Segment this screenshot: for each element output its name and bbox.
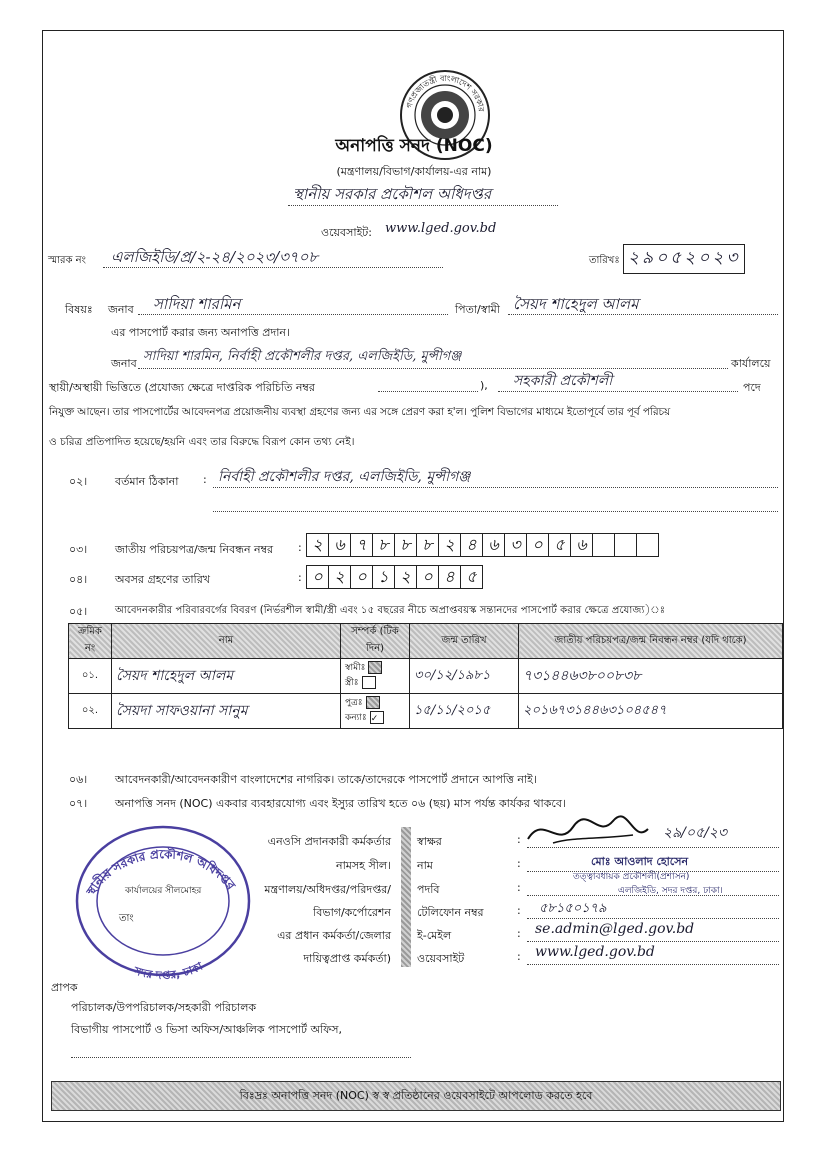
recipient-label: প্রাপক bbox=[51, 981, 78, 994]
signatory-label-line: এর প্রধান কর্মকর্তা/জেলার bbox=[277, 929, 391, 942]
current-address: নির্বাহী প্রকৌশলীর দপ্তর, এলজিইডি, মুন্সীগঞ্জ bbox=[218, 469, 471, 485]
retirement-date-boxes bbox=[307, 565, 483, 589]
signatory-website: www.lged.gov.bd bbox=[535, 944, 655, 960]
retirement-digit-box: ০ bbox=[350, 565, 373, 589]
retirement-digit-box: ২ bbox=[328, 565, 351, 589]
nid-digit-box: ০ bbox=[526, 533, 549, 557]
field-signature-label: স্বাক্ষর bbox=[417, 835, 442, 848]
father-husband-name: সৈয়দ শাহেদুল আলম bbox=[513, 295, 639, 313]
retirement-digit-box: ০ bbox=[306, 565, 329, 589]
item-02-number: ০২। bbox=[69, 475, 88, 488]
family-member-name: সৈয়দ শাহেদুল আলম bbox=[112, 659, 341, 694]
field-designation-label: পদবি bbox=[417, 883, 440, 896]
decl-07-number: ০৭। bbox=[69, 797, 88, 810]
seal-text: গণপ্রজাতন্ত্রী বাংলাদেশ সরকার bbox=[404, 73, 486, 113]
nid-digit-box: ৩ bbox=[504, 533, 527, 557]
field-email-label: ই-মেইল bbox=[417, 929, 452, 942]
nid-digit-box: ৭ bbox=[350, 533, 373, 557]
office-name: স্থানীয় সরকার প্রকৌশল অধিদপ্তর bbox=[293, 185, 492, 203]
document-title: অনাপত্তি সনদ (NOC) bbox=[335, 136, 493, 156]
item-04-label: অবসর গ্রহণের তারিখ bbox=[115, 573, 210, 586]
signature-icon bbox=[523, 809, 653, 853]
retirement-digit-box: ৫ bbox=[460, 565, 483, 589]
noc-document: গণপ্রজাতন্ত্রী বাংলাদেশ সরকার অনাপত্তি সনদ (NOC) (মন্ত্রণালয়/বিভাগ/কার্যালয়-এর নাম) স্থানীয় সরকার প্রকৌশল অধিদপ্তর ওয়েবসাইট: www.lged.gov.bd স্মারক নং এলজিইডি/প্র/২-২৪/২০২৩/৩৭০৮ তারিখঃ ২৯০৫২০২৩ বিষয়ঃ জনাব সাদিয়া শারমিন পিতা/স্বামী সৈয়দ শাহেদুল আলম এর পাসপোর্ট করার জন্য অনাপত্তি প্রদান। জনাব সাদিয়া শারমিন, নির্বাহী প্রকৌশলীর দপ্তর, এলজিইডি, মুন্সীগঞ্জ কার্যালয়ে স্থায়ী/অস্থায়ী ভিত্তিতে (প্রযোজ্য ক্ষেত্রে দাপ্তরিক পরিচিতি নম্বর ), সহকারী প্রকৌশলী পদে নিযুক্ত আছেন। তার পাসপোর্টের আবেদনপত্র প্রয়োজনীয় ব্যবস্থা গ্রহণের জন্য এর সঙ্গে প্রেরণ করা হ'ল। পুলিশ বিভাগের মাধ্যমে ইতোপূর্বে তার পূর্ব পরিচয় ও চরিত্র প্রতিপাদিত হয়েছে/হয়নি এবং তার বিরুদ্ধে বিরূপ কোন তথ্য নেই। ০২। বর্তমান ঠিকানা : নির্বাহী প্রকৌশলীর দপ্তর, এলজিইডি, মুন্সীগঞ্জ ০৩। জাতীয় পরিচয়পত্র/জন্ম নিবন্ধন নম্বর : ২ ৬ ৭ ৮ ৮ ৮ ২ ৪ ৬ ৩ ০ ৫ ৬ ০৪। অবসর গ্রহণের তারিখ : ০ ২ ০ ১ ২ ০ ৪ ৫ ০৫। আবেদনকারীর পরিবারবর্গের বিবরণ (নির্ভরশীল স্বামী/স্ত্রী এবং ১৫ বছরের নীচে অপ্রাপ্তবয়স্ক সন্তানদের পাসপোর্ট করার ক্ষেত্রে প্রযোজ্য)ঃ ক্রমিক নং নাম সম্পর্ক (টিক দিন) জন্ম তারিখ জাতীয় পরিচয়পত্র/জন্ম নিবন্ধন নম্বর (যদি থাকে) ০১. সৈয়দ শাহেদুল আলম স্বামীঃ স্ত্রীঃ ৩০/১২/১৯৮১ ৭৩১৪৪৬৩৮০০৮৩৮ ০২. সৈয়দা সাফওয়ানা সানুম পুত্রঃ কন্যাঃ ✓ ১৫/১১/২০১৫ ২০১৬৭৩১৪৪৬৩১০৪৫৪৭ ০৬। আবেদনকারী/আবেদনকারীণ বাংলাদেশের নাগরিক। তাকে/তাদেরকে পাসপোর্ট প্রদানে আপত্তি নাই। ০৭। অনাপত্তি সনদ (NOC) একবার ব্যবহারযোগ্য এবং ইস্যুর তারিখ হতে ০৬ (ছয়) মাস পর্যন্ত কার্যকর থাকবে। স্থানীয় সরকার প্রকৌশল অধিদপ্তর সদর দপ্তর, ঢাকা কার্যালয়ের সীলমোহর তাং এনওসি প্রদানকারী কর্মকর্তার নামসহ সীল। মন্ত্রণালয়/অধিদপ্তর/পরিদপ্তর/ বিভাগ/কর্পোরেশন এর প্রধান কর্মকর্তা/জেলার দায়িত্বপ্রাপ্ত কর্মকর্তা) স্বাক্ষর নাম পদবি টেলিফোন নম্বর ই-মেইল ওয়েবসাইট : : : : : : ২৯/০৫/২৩ মোঃ আওলাদ হোসেন তত্ত্বাবধায়ক প্রকৌশলী(প্রশাসন) এলজিইডি, সদর দপ্তর, ঢাকা। ৫৮১৫০১৭৯ se.admin@lged.gov.bd www.lged.gov.bd প্রাপক পরিচালক/উপপরিচালক/সহকারী পরিচালক বিভাগীয় পাসপোর্ট ও ভিসা অফিস/আঞ্চলিক পাসপোর্ট অফিস, বিঃদ্রঃ অনাপত্তি সনদ (NOC) স্ব স্ব প্রতিষ্ঠানের ওয়েবসাইটে আপলোড করতে হবে bbox=[42, 30, 784, 1122]
family-member-id: ৭৩১৪৪৬৩৮০০৮৩৮ bbox=[519, 659, 783, 694]
nid-digit-box bbox=[636, 533, 659, 557]
document-subtitle: (মন্ত্রণালয়/বিভাগ/কার্যালয়-এর নাম) bbox=[336, 165, 492, 178]
field-name-label: নাম bbox=[417, 859, 433, 872]
signatory-phone: ৫৮১৫০১৭৯ bbox=[539, 901, 607, 916]
signatory-designation: তত্ত্বাবধায়ক প্রকৌশলী(প্রশাসন) bbox=[573, 872, 690, 882]
issue-date: ২৯০৫২০২৩ bbox=[623, 244, 745, 274]
item-05-number: ০৫। bbox=[69, 605, 88, 618]
family-member-name: সৈয়দা সাফওয়ানা সানুম bbox=[112, 694, 341, 729]
permanent-close: ), bbox=[480, 379, 488, 392]
item-03-number: ০৩। bbox=[69, 543, 88, 556]
nid-digit-box: ৪ bbox=[460, 533, 483, 557]
nid-digit-box: ৮ bbox=[372, 533, 395, 557]
signatory-office: এলজিইডি, সদর দপ্তর, ঢাকা। bbox=[618, 886, 723, 896]
checkbox-checked-icon bbox=[366, 696, 380, 709]
svg-text:সদর দপ্তর, ঢাকা bbox=[131, 959, 205, 981]
father-husband-label: পিতা/স্বামী bbox=[455, 303, 500, 316]
decl-06-text: আবেদনকারী/আবেদনকারীণ বাংলাদেশের নাগরিক। তাকে/তাদেরকে পাসপোর্ট প্রদানে আপত্তি নাই। bbox=[115, 773, 537, 786]
table-row: ০১. সৈয়দ শাহেদুল আলম স্বামীঃ স্ত্রীঃ ৩০/১২/১৯৮১ ৭৩১৪৪৬৩৮০০৮৩৮ bbox=[69, 659, 783, 694]
nid-digit-box bbox=[614, 533, 637, 557]
col-dob: জন্ম তারিখ bbox=[410, 624, 519, 659]
checkbox-empty-icon bbox=[362, 676, 376, 689]
nid-digit-box bbox=[592, 533, 615, 557]
nid-digit-box: ৬ bbox=[482, 533, 505, 557]
shaded-divider bbox=[401, 827, 411, 967]
office-prefix: জনাব bbox=[111, 357, 137, 370]
website-label: ওয়েবসাইট: bbox=[321, 226, 372, 239]
col-relation: সম্পর্ক (টিক দিন) bbox=[341, 624, 410, 659]
item-04-number: ০৪। bbox=[69, 573, 88, 586]
item-02-label: বর্তমান ঠিকানা bbox=[115, 475, 179, 488]
retirement-digit-box: ০ bbox=[416, 565, 439, 589]
col-nid: জাতীয় পরিচয়পত্র/জন্ম নিবন্ধন নম্বর (যদি থাকে) bbox=[519, 624, 783, 659]
decl-07-text: অনাপত্তি সনদ (NOC) একবার ব্যবহারযোগ্য এবং ইস্যুর তারিখ হতে ০৬ (ছয়) মাস পর্যন্ত কার্যকর থাকবে। bbox=[115, 797, 566, 810]
website-value: www.lged.gov.bd bbox=[385, 221, 497, 236]
family-member-id: ২০১৬৭৩১৪৪৬৩১০৪৫৪৭ bbox=[519, 694, 783, 729]
signatory-name: মোঃ আওলাদ হোসেন bbox=[591, 855, 689, 868]
post-suffix: পদে bbox=[743, 381, 761, 394]
subject-janab: জনাব bbox=[108, 303, 134, 316]
nid-digit-box: ২ bbox=[306, 533, 329, 557]
field-phone-label: টেলিফোন নম্বর bbox=[417, 906, 484, 919]
nid-number-boxes bbox=[307, 533, 659, 557]
signatory-label-line: বিভাগ/কর্পোরেশন bbox=[313, 906, 391, 919]
nid-digit-box: ৮ bbox=[394, 533, 417, 557]
signatory-label-line: নামসহ সীল। bbox=[336, 859, 391, 872]
footer-note-text: বিঃদ্রঃ অনাপত্তি সনদ (NOC) স্ব স্ব প্রতিষ্ঠানের ওয়েবসাইটে আপলোড করতে হবে bbox=[239, 1088, 593, 1102]
memo-label: স্মারক নং bbox=[48, 255, 86, 266]
date-label: তারিখঃ bbox=[589, 255, 620, 266]
recipient-line-2: বিভাগীয় পাসপোর্ট ও ভিসা অফিস/আঞ্চলিক পাসপোর্ট অফিস, bbox=[71, 1023, 342, 1036]
office-posting: সাদিয়া শারমিন, নির্বাহী প্রকৌশলীর দপ্তর, এলজিইডি, মুন্সীগঞ্জ bbox=[143, 349, 462, 364]
paragraph-2: ও চরিত্র প্রতিপাদিত হয়েছে/হয়নি এবং তার বিরুদ্ধে বিরূপ কোন তথ্য নেই। bbox=[49, 436, 355, 448]
footer-note bbox=[51, 1081, 781, 1111]
office-suffix: কার্যালয়ে bbox=[731, 357, 771, 370]
retirement-digit-box: ৪ bbox=[438, 565, 461, 589]
nid-digit-box: ৬ bbox=[328, 533, 351, 557]
col-name: নাম bbox=[112, 624, 341, 659]
nid-digit-box: ৮ bbox=[416, 533, 439, 557]
item-05-label: আবেদনকারীর পরিবারবর্গের বিবরণ (নির্ভরশীল স্বামী/স্ত্রী এবং ১৫ বছরের নীচে অপ্রাপ্তবয়স্ক সন্তানদের পাসপোর্ট করার ক্ষেত্রে প্রযোজ্য)ঃ bbox=[115, 605, 666, 616]
signatory-label-line: এনওসি প্রদানকারী কর্মকর্তার bbox=[267, 835, 391, 848]
office-stamp-icon bbox=[73, 821, 253, 981]
nid-digit-box: ৫ bbox=[548, 533, 571, 557]
memo-value: এলজিইডি/প্র/২-২৪/২০২৩/৩৭০৮ bbox=[111, 248, 319, 266]
decl-06-number: ০৬। bbox=[69, 773, 88, 786]
retirement-digit-box: ১ bbox=[372, 565, 395, 589]
subject-line2: এর পাসপোর্ট করার জন্য অনাপত্তি প্রদান। bbox=[111, 326, 290, 339]
signatory-label-line: মন্ত্রণালয়/অধিদপ্তর/পরিদপ্তর/ bbox=[264, 883, 391, 896]
stamp-bottom-text: সদর দপ্তর, ঢাকা bbox=[132, 959, 205, 981]
permanent-text: স্থায়ী/অস্থায়ী ভিত্তিতে (প্রযোজ্য ক্ষেত্রে দাপ্তরিক পরিচিতি নম্বর bbox=[49, 381, 315, 394]
signatory-email: se.admin@lged.gov.bd bbox=[535, 921, 695, 937]
subject-label: বিষয়ঃ bbox=[65, 303, 93, 316]
signature-date: ২৯/০৫/২৩ bbox=[663, 825, 728, 841]
retirement-digit-box: ২ bbox=[394, 565, 417, 589]
stamp-center-top: কার্যালয়ের সীলমোহর bbox=[125, 886, 202, 896]
field-website-label: ওয়েবসাইট bbox=[417, 952, 465, 965]
stamp-ring-text: স্থানীয় সরকার প্রকৌশল অধিদপ্তর bbox=[83, 847, 239, 898]
item-03-label: জাতীয় পরিচয়পত্র/জন্ম নিবন্ধন নম্বর bbox=[115, 543, 274, 556]
family-member-dob: ১৫/১১/২০১৫ bbox=[410, 694, 519, 729]
stamp-center-date: তাং bbox=[119, 913, 134, 924]
post-value: সহকারী প্রকৌশলী bbox=[513, 373, 613, 389]
family-table bbox=[68, 623, 783, 729]
checkbox-checked-icon bbox=[368, 661, 382, 674]
table-row: ০২. সৈয়দা সাফওয়ানা সানুম পুত্রঃ কন্যাঃ ✓ ১৫/১১/২০১৫ ২০১৬৭৩১৪৪৬৩১০৪৫৪৭ bbox=[69, 694, 783, 729]
paragraph-1: নিযুক্ত আছেন। তার পাসপোর্টের আবেদনপত্র প্রয়োজনীয় ব্যবস্থা গ্রহণের জন্য এর সঙ্গে প্রেরণ করা হ'ল। পুলিশ বিভাগের মাধ্যমে ইতোপূর্বে তার পূর্ব পরিচয় bbox=[49, 406, 671, 418]
applicant-name: সাদিয়া শারমিন bbox=[153, 295, 241, 313]
nid-digit-box: ২ bbox=[438, 533, 461, 557]
signatory-label-line: দায়িত্বপ্রাপ্ত কর্মকর্তা) bbox=[303, 952, 391, 965]
nid-digit-box: ৬ bbox=[570, 533, 593, 557]
checkbox-ticked-icon: ✓ bbox=[370, 711, 384, 724]
col-serial: ক্রমিক নং bbox=[69, 624, 112, 659]
family-member-dob: ৩০/১২/১৯৮১ bbox=[410, 659, 519, 694]
recipient-line-1: পরিচালক/উপপরিচালক/সহকারী পরিচালক bbox=[71, 1001, 257, 1014]
